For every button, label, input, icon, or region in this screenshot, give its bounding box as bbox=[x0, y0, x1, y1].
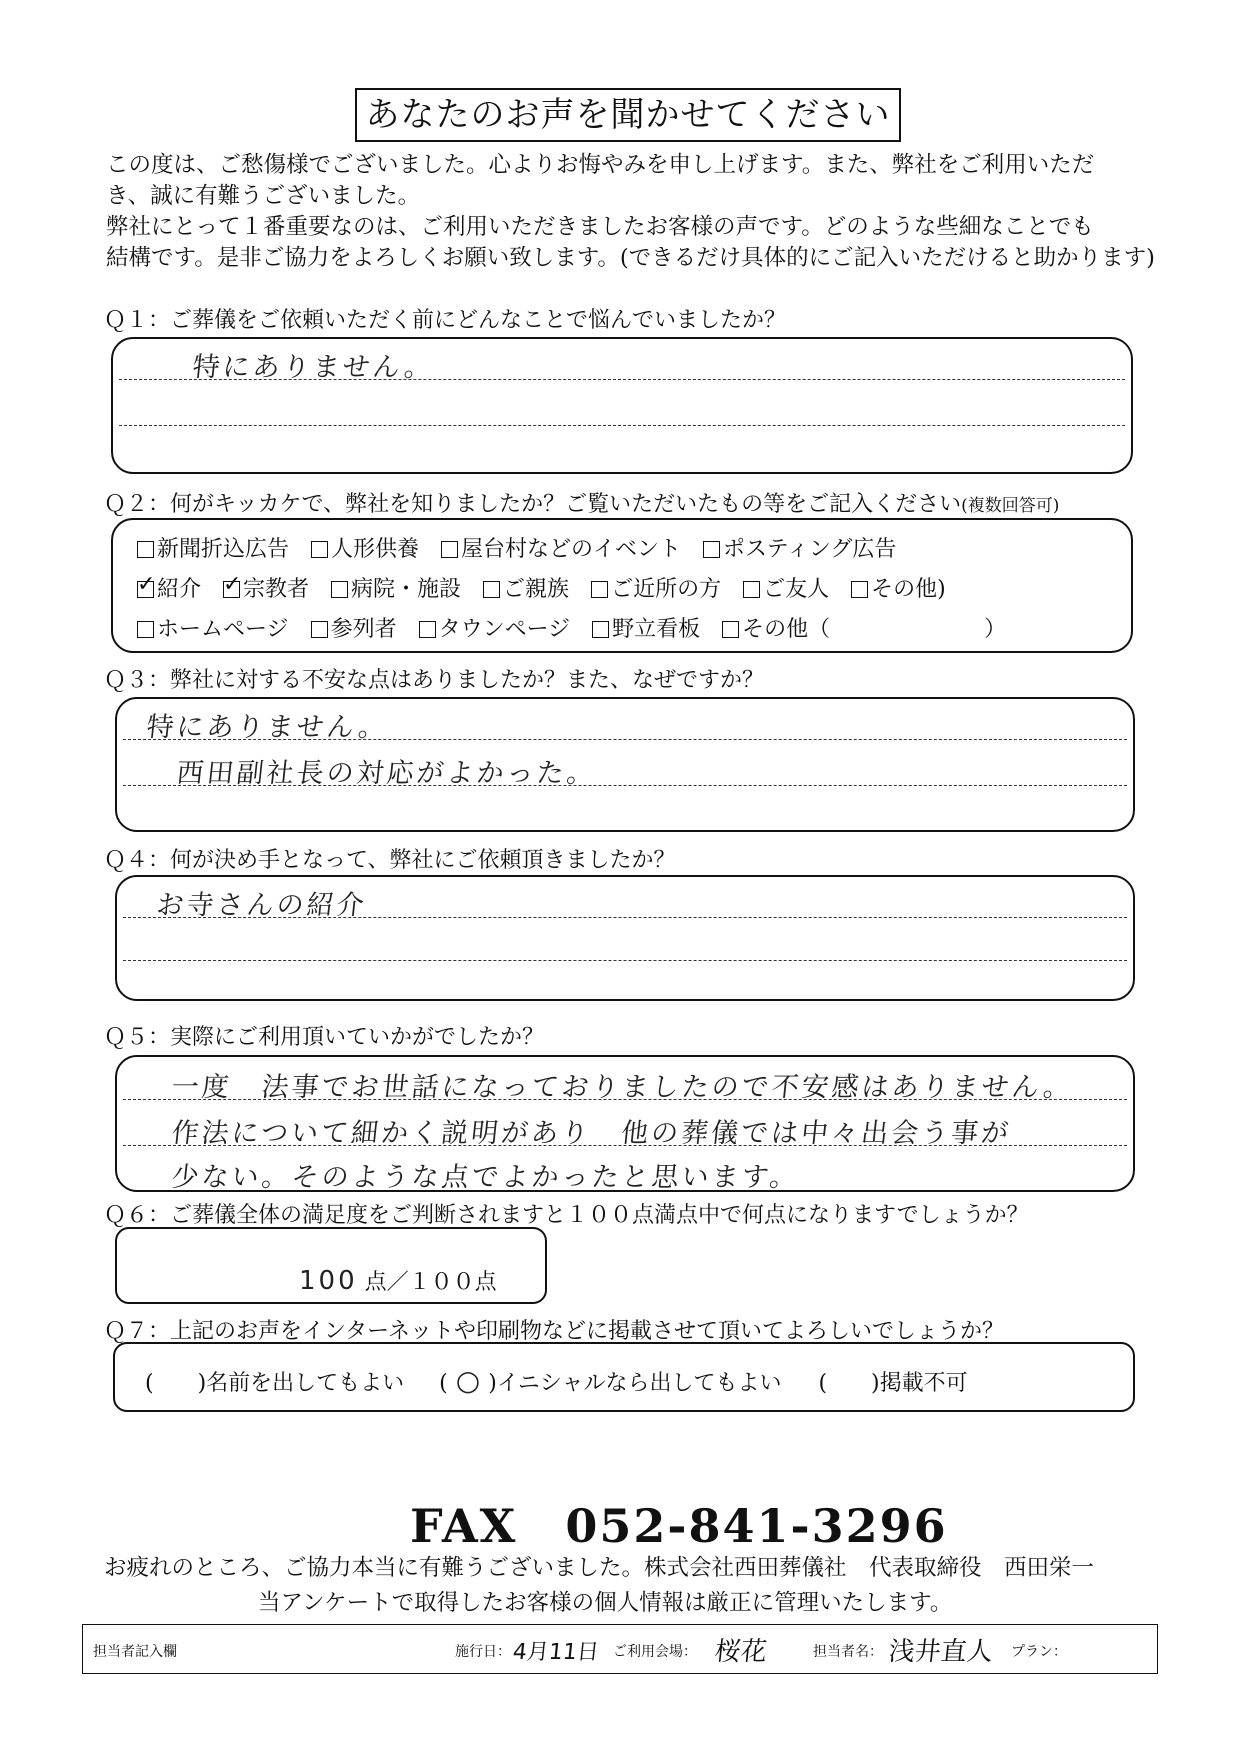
q2-options-box bbox=[111, 518, 1133, 653]
fax-number: FAX 052-841-3296 bbox=[410, 1499, 948, 1553]
intro-line: 結構です。是非ご協力をよろしくお願い致します。(できるだけ具体的にご記入いただけると助かります) bbox=[106, 245, 1155, 271]
checked-checkbox[interactable] bbox=[137, 581, 154, 598]
plan-label: プラン： bbox=[1011, 1644, 1067, 1660]
checkbox[interactable] bbox=[331, 581, 348, 598]
q2-option-label: その他) bbox=[871, 577, 946, 602]
q2-option-label: ホームページ bbox=[157, 617, 289, 642]
staff-section-label: 担当者記入欄 bbox=[93, 1644, 177, 1660]
q6-score: 100 bbox=[299, 1266, 358, 1296]
q6-score-line bbox=[299, 1265, 497, 1296]
q2-option-label: 参列者 bbox=[330, 617, 397, 642]
q3-answer-line: 特にありません。 bbox=[145, 712, 390, 743]
checked-checkbox[interactable] bbox=[223, 581, 240, 598]
q6-suffix: 点／１００点 bbox=[364, 1270, 497, 1295]
checkbox[interactable] bbox=[743, 581, 760, 598]
intro-line: この度は、ご愁傷様でございました。心よりお悔やみを申し上げます。また、弊社をご利用いただ bbox=[106, 152, 1095, 178]
q2-option[interactable] bbox=[483, 577, 569, 602]
q6-label: Ｑ６：ご葬儀全体の満足度をご判断されますと１００点満点中で何点になりますでしょうか？ bbox=[104, 1203, 1029, 1228]
q3-answer-box[interactable] bbox=[115, 697, 1135, 832]
checkbox[interactable] bbox=[419, 621, 436, 638]
q5-answer-line: 作法について細かく説明があり 他の葬儀では中々出会う事が bbox=[170, 1118, 1013, 1149]
q2-option[interactable] bbox=[137, 577, 201, 602]
q1-answer-box[interactable] bbox=[111, 337, 1133, 474]
q5-answer-line: 少ない。そのような点でよかったと思います。 bbox=[170, 1162, 802, 1193]
date-label: 施行日： bbox=[455, 1644, 511, 1660]
q3-label: Ｑ３：弊社に対する不安な点はありましたか？また、なぜですか？ bbox=[104, 668, 765, 693]
checkbox[interactable] bbox=[483, 581, 500, 598]
q7-options-box bbox=[113, 1342, 1135, 1412]
q4-answer: お寺さんの紹介 bbox=[155, 890, 369, 921]
privacy-text: 当アンケートで取得したお客様の個人情報は厳正に管理いたします。 bbox=[258, 1590, 953, 1616]
intro-text bbox=[106, 150, 1155, 274]
q2-option[interactable] bbox=[441, 537, 681, 562]
q2-option[interactable] bbox=[743, 577, 829, 602]
q2-option-label: ご親族 bbox=[503, 577, 570, 602]
q2-row-2 bbox=[137, 572, 968, 603]
q4-label: Ｑ４：何が決め手となって、弊社にご依頼頂きましたか？ bbox=[104, 848, 676, 873]
checkbox[interactable] bbox=[311, 621, 328, 638]
date-value: 4月11日 bbox=[511, 1640, 601, 1665]
staff-entry-box bbox=[82, 1624, 1158, 1674]
q2-option-label: 病院・施設 bbox=[351, 577, 462, 602]
venue-label: ご利用会場： bbox=[613, 1644, 697, 1660]
checkbox[interactable] bbox=[703, 541, 720, 558]
q7-circle-mark: ○ bbox=[455, 1364, 481, 1397]
q7-option-initial-label: )イニシャルなら出してもよい bbox=[488, 1371, 782, 1396]
q2-row-1 bbox=[137, 532, 918, 563]
q2-option[interactable] bbox=[591, 577, 721, 602]
q2-row-3 bbox=[137, 612, 1028, 643]
venue-value: 桜花 bbox=[713, 1637, 769, 1667]
q2-option-label: タウンページ bbox=[438, 617, 571, 642]
q2-question: Ｑ２：何がキッカケで、弊社を知りましたか？ご覧いただいたもの等をご記入ください bbox=[104, 492, 962, 517]
q2-option[interactable] bbox=[703, 537, 896, 562]
q7-option-no[interactable]: ( )掲載不可 bbox=[818, 1371, 968, 1396]
q2-option[interactable] bbox=[722, 617, 1006, 642]
q7-paren: ( bbox=[439, 1371, 448, 1396]
q2-option-label: 屋台村などのイベント bbox=[461, 537, 682, 562]
q2-label bbox=[104, 487, 1059, 518]
q2-option-label: 人形供養 bbox=[331, 537, 420, 562]
q7-option-name[interactable]: ( )名前を出してもよい bbox=[145, 1371, 405, 1396]
q5-label: Ｑ５：実際にご利用頂いていかがでしたか？ bbox=[104, 1025, 545, 1050]
q2-option[interactable] bbox=[311, 617, 397, 642]
q4-answer-box[interactable] bbox=[115, 875, 1135, 1001]
q2-option-label: 野立看板 bbox=[612, 617, 701, 642]
checkbox[interactable] bbox=[137, 541, 154, 558]
q7-label: Ｑ７：上記のお声をインターネットや印刷物などに掲載させて頂いてよろしいでしょうか？ bbox=[104, 1319, 1005, 1344]
q2-option[interactable] bbox=[311, 537, 419, 562]
q2-option[interactable] bbox=[223, 577, 309, 602]
q2-note: (複数回答可) bbox=[961, 496, 1060, 516]
intro-line: き、誠に有難うございました。 bbox=[106, 183, 421, 209]
q3-answer-line: 西田副社長の対応がよかった。 bbox=[175, 758, 599, 789]
q5-answer-box[interactable] bbox=[115, 1055, 1135, 1192]
q2-option-label: その他（ ） bbox=[742, 617, 1007, 642]
q2-option[interactable] bbox=[137, 537, 289, 562]
q2-option[interactable] bbox=[592, 617, 700, 642]
q2-option[interactable] bbox=[137, 617, 289, 642]
q7-options bbox=[145, 1364, 968, 1397]
q2-option[interactable] bbox=[331, 577, 461, 602]
q1-answer: 特にありません。 bbox=[191, 352, 436, 383]
q2-option[interactable] bbox=[419, 617, 571, 642]
checkbox[interactable] bbox=[592, 621, 609, 638]
staff-value: 浅井直人 bbox=[887, 1637, 995, 1667]
q2-option-label: ご近所の方 bbox=[611, 577, 722, 602]
q7-option-initial[interactable] bbox=[439, 1364, 782, 1397]
q5-answer-line: 一度 法事でお世話になっておりましたので不安感はありません。 bbox=[170, 1072, 1075, 1103]
q1-label: Ｑ１：ご葬儀をご依頼いただく前にどんなことで悩んでいましたか？ bbox=[104, 308, 787, 333]
checkbox[interactable] bbox=[311, 541, 328, 558]
checkbox[interactable] bbox=[722, 621, 739, 638]
q2-option-label: 新聞折込広告 bbox=[157, 537, 290, 562]
q2-option-label: 宗教者 bbox=[243, 577, 310, 602]
thanks-text: お疲れのところ、ご協力本当に有難うございました。株式会社西田葬儀社 代表取締役 西田栄一 bbox=[104, 1555, 1095, 1581]
staff-label: 担当者名： bbox=[813, 1644, 883, 1660]
q2-option-label: ポスティング広告 bbox=[723, 537, 897, 562]
checkbox[interactable] bbox=[137, 621, 154, 638]
intro-line: 弊社にとって１番重要なのは、ご利用いただきましたお客様の声です。どのような些細なことでも bbox=[106, 214, 1094, 240]
checkbox[interactable] bbox=[591, 581, 608, 598]
checkbox[interactable] bbox=[441, 541, 458, 558]
q6-score-box[interactable] bbox=[115, 1227, 547, 1304]
form-title: あなたのお声を聞かせてください bbox=[355, 88, 901, 142]
q2-option-label: 紹介 bbox=[157, 577, 202, 602]
q2-option-label: ご友人 bbox=[763, 577, 830, 602]
q2-option[interactable] bbox=[851, 577, 946, 602]
checkbox[interactable] bbox=[851, 581, 868, 598]
